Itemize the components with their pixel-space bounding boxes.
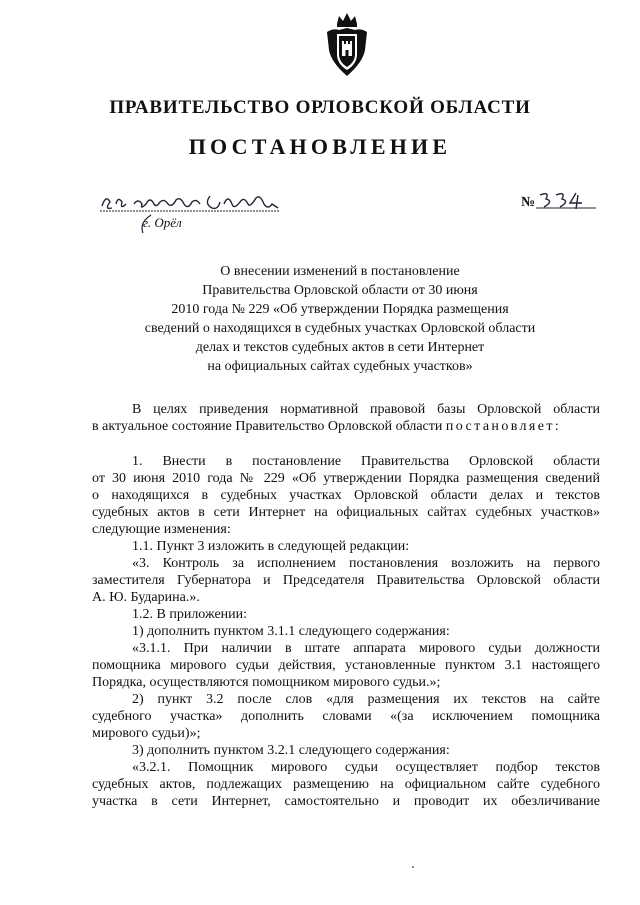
subject-line: сведений о находящихся в судебных участках Орловской области (144, 321, 536, 336)
subject-line: О внесении изменений в постановление (220, 264, 460, 279)
subject-line: на официальных сайтах судебных участков» (207, 359, 473, 374)
clause-1-1-heading: 1.1. Пункт 3 изложить в следующей редакции: (132, 539, 410, 554)
paragraph-1-line: 1. Внести в постановление Правительства Орловской области (132, 454, 600, 469)
subclause-3-line: «3.2.1. Помощник мирового судьи осуществляет подбор текстов (132, 760, 600, 775)
document-type: ПОСТАНОВЛЕНИЕ (188, 134, 452, 159)
number-label: № (521, 195, 536, 210)
subject-line: 2010 года № 229 «Об утверждении Порядка размещения (171, 302, 509, 317)
document-subject (80, 262, 600, 376)
subclause-3-heading: 3) дополнить пунктом 3.2.1 следующего содержания: (132, 743, 450, 758)
subclause-2-line: 2) пункт 3.2 после слов «для размещения их текстов на сайте (132, 692, 600, 707)
document-body (92, 401, 600, 810)
orel-region-coat-of-arms-icon (323, 10, 371, 82)
paragraph-1-line: следующие изменения: (92, 522, 231, 537)
scan-speck (412, 866, 414, 868)
subclause-1-line: Порядка, осуществляются помощником мирового судьи.»; (92, 675, 441, 690)
subject-line: делах и текстов судебных актов в сети Интернет (195, 340, 485, 355)
subclause-3-line: судебных актов, подлежащих размещению на официальном сайте судебного (92, 777, 600, 792)
handwritten-number (536, 189, 596, 211)
clause-1-1-line: А. Ю. Бударина.». (92, 590, 200, 605)
preamble-line: В целях приведения нормативной правовой базы Орловской области (132, 402, 600, 417)
place-of-issue: г. Орёл (143, 215, 182, 230)
subclause-3-line: участка в сети Интернет, самостоятельно и проводит их обезличивание (92, 794, 600, 809)
preamble-line: в актуальное состояние Правительство Орловской области постановляет: (92, 419, 562, 434)
clause-1-1-line: «3. Контроль за исполнением постановления возложить на первого (132, 556, 600, 571)
subclause-1-heading: 1) дополнить пунктом 3.1.1 следующего содержания: (132, 624, 450, 639)
paragraph-1-line: от 30 июня 2010 года № 229 «Об утверждении Порядка размещения сведений (92, 471, 600, 486)
paragraph-1-line: о находящихся в судебных участках Орловской области делах и текстов (92, 488, 600, 503)
government-title: ПРАВИТЕЛЬСТВО ОРЛОВСКОЙ ОБЛАСТИ (109, 97, 531, 118)
subclause-2-line: судебного участка» дополнить словами «(за исключением помощника (92, 709, 600, 724)
clause-1-2-heading: 1.2. В приложении: (132, 607, 248, 622)
subclause-1-line: «3.1.1. При наличии в штате аппарата мирового судьи должности (132, 641, 600, 656)
paragraph-1-line: судебных актов в сети Интернет на официальных сайтах судебных участков» (92, 505, 600, 520)
clause-1-1-line: заместителя Губернатора и Председателя Правительства Орловской области (92, 573, 600, 588)
handwritten-date (100, 190, 282, 214)
preamble-verb: постановляет: (445, 419, 562, 434)
subclause-2-line: мирового судьи)»; (92, 726, 201, 741)
subject-line: Правительства Орловской области от 30 июня (202, 283, 478, 298)
subclause-1-line: помощника мирового судьи действия, установленные пунктом 3.1 настоящего (92, 658, 600, 673)
